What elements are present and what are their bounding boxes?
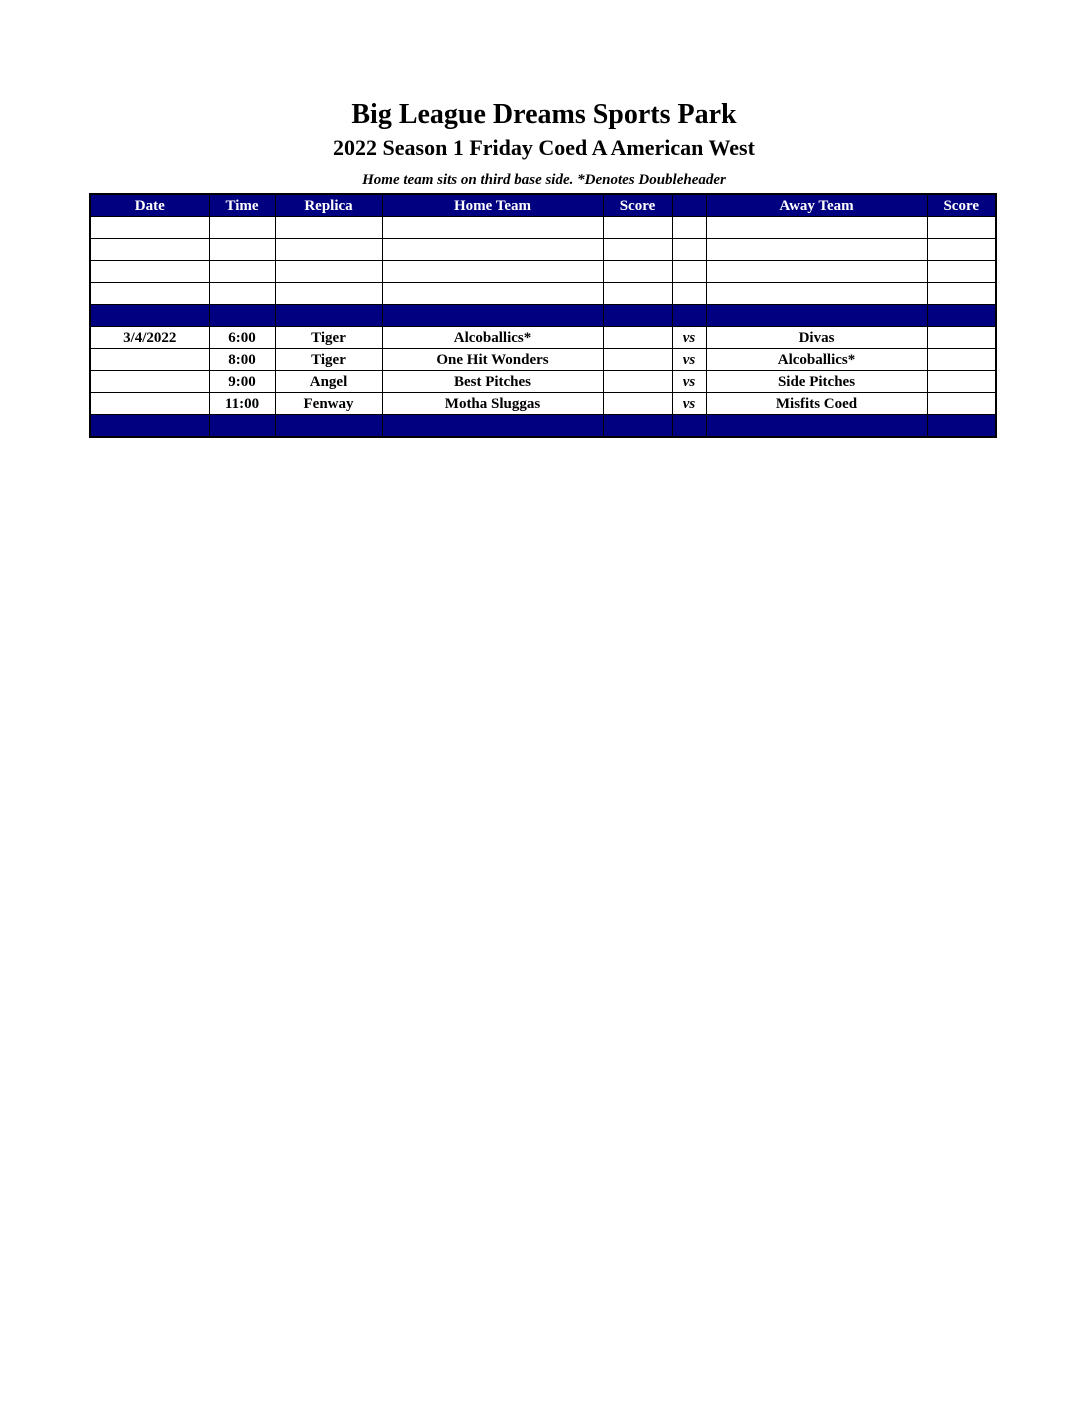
empty-cell	[90, 217, 209, 239]
empty-cell	[382, 283, 603, 305]
game-time: 6:00	[209, 327, 275, 349]
empty-cell	[382, 261, 603, 283]
game-row	[90, 393, 996, 415]
separator-cell	[672, 415, 706, 438]
home-team: Motha Sluggas	[382, 393, 603, 415]
col-header-replica: Replica	[275, 194, 382, 217]
empty-row	[90, 217, 996, 239]
schedule-table	[89, 193, 997, 438]
empty-cell	[275, 217, 382, 239]
doubleheader-note: Home team sits on third base side. *Denotes Doubleheader	[362, 172, 726, 188]
empty-cell	[927, 261, 996, 283]
away-score	[927, 349, 996, 371]
empty-row	[90, 261, 996, 283]
home-team: One Hit Wonders	[382, 349, 603, 371]
separator-cell	[706, 305, 927, 327]
empty-cell	[90, 239, 209, 261]
separator-cell	[382, 305, 603, 327]
separator-cell	[90, 415, 209, 438]
separator-cell	[927, 305, 996, 327]
vs-label: vs	[672, 327, 706, 349]
empty-cell	[603, 283, 672, 305]
away-team: Divas	[706, 327, 927, 349]
empty-cell	[382, 217, 603, 239]
away-team: Misfits Coed	[706, 393, 927, 415]
home-team: Alcoballics*	[382, 327, 603, 349]
game-time: 11:00	[209, 393, 275, 415]
game-date	[90, 371, 209, 393]
home-score	[603, 327, 672, 349]
home-score	[603, 371, 672, 393]
empty-cell	[672, 217, 706, 239]
home-score	[603, 393, 672, 415]
col-header-home-score: Score	[603, 194, 672, 217]
separator-row	[90, 415, 996, 438]
empty-cell	[672, 283, 706, 305]
game-time: 8:00	[209, 349, 275, 371]
game-field: Tiger	[275, 327, 382, 349]
empty-cell	[603, 217, 672, 239]
empty-cell	[672, 261, 706, 283]
separator-cell	[603, 415, 672, 438]
page-subtitle: 2022 Season 1 Friday Coed A American West	[333, 135, 755, 160]
separator-cell	[382, 415, 603, 438]
empty-cell	[927, 283, 996, 305]
game-date: 3/4/2022	[90, 327, 209, 349]
separator-cell	[927, 415, 996, 438]
empty-cell	[706, 217, 927, 239]
game-date	[90, 349, 209, 371]
col-header-away-score: Score	[927, 194, 996, 217]
separator-cell	[275, 305, 382, 327]
away-team: Alcoballics*	[706, 349, 927, 371]
vs-label: vs	[672, 349, 706, 371]
separator-cell	[209, 415, 275, 438]
separator-cell	[672, 305, 706, 327]
empty-cell	[275, 239, 382, 261]
page-title: Big League Dreams Sports Park	[351, 99, 737, 130]
game-row	[90, 371, 996, 393]
empty-cell	[603, 239, 672, 261]
empty-cell	[275, 283, 382, 305]
empty-cell	[275, 261, 382, 283]
empty-cell	[209, 261, 275, 283]
empty-cell	[603, 261, 672, 283]
header-row	[90, 194, 996, 217]
vs-label: vs	[672, 371, 706, 393]
separator-cell	[603, 305, 672, 327]
separator-cell	[209, 305, 275, 327]
empty-cell	[706, 239, 927, 261]
away-score	[927, 393, 996, 415]
separator-cell	[275, 415, 382, 438]
game-date	[90, 393, 209, 415]
empty-cell	[90, 283, 209, 305]
separator-cell	[706, 415, 927, 438]
empty-cell	[927, 217, 996, 239]
empty-cell	[382, 239, 603, 261]
empty-cell	[706, 261, 927, 283]
home-team: Best Pitches	[382, 371, 603, 393]
home-score	[603, 349, 672, 371]
vs-label: vs	[672, 393, 706, 415]
col-header-time: Time	[209, 194, 275, 217]
empty-cell	[706, 283, 927, 305]
empty-cell	[927, 239, 996, 261]
empty-cell	[209, 217, 275, 239]
game-time: 9:00	[209, 371, 275, 393]
game-row	[90, 349, 996, 371]
col-header-vs	[672, 194, 706, 217]
empty-row	[90, 283, 996, 305]
game-row	[90, 327, 996, 349]
away-score	[927, 327, 996, 349]
empty-row	[90, 239, 996, 261]
game-field: Tiger	[275, 349, 382, 371]
game-field: Fenway	[275, 393, 382, 415]
away-score	[927, 371, 996, 393]
col-header-home-team: Home Team	[382, 194, 603, 217]
empty-cell	[209, 239, 275, 261]
separator-cell	[90, 305, 209, 327]
separator-row	[90, 305, 996, 327]
away-team: Side Pitches	[706, 371, 927, 393]
empty-cell	[672, 239, 706, 261]
game-field: Angel	[275, 371, 382, 393]
empty-cell	[90, 261, 209, 283]
col-header-date: Date	[90, 194, 209, 217]
col-header-away-team: Away Team	[706, 194, 927, 217]
empty-cell	[209, 283, 275, 305]
